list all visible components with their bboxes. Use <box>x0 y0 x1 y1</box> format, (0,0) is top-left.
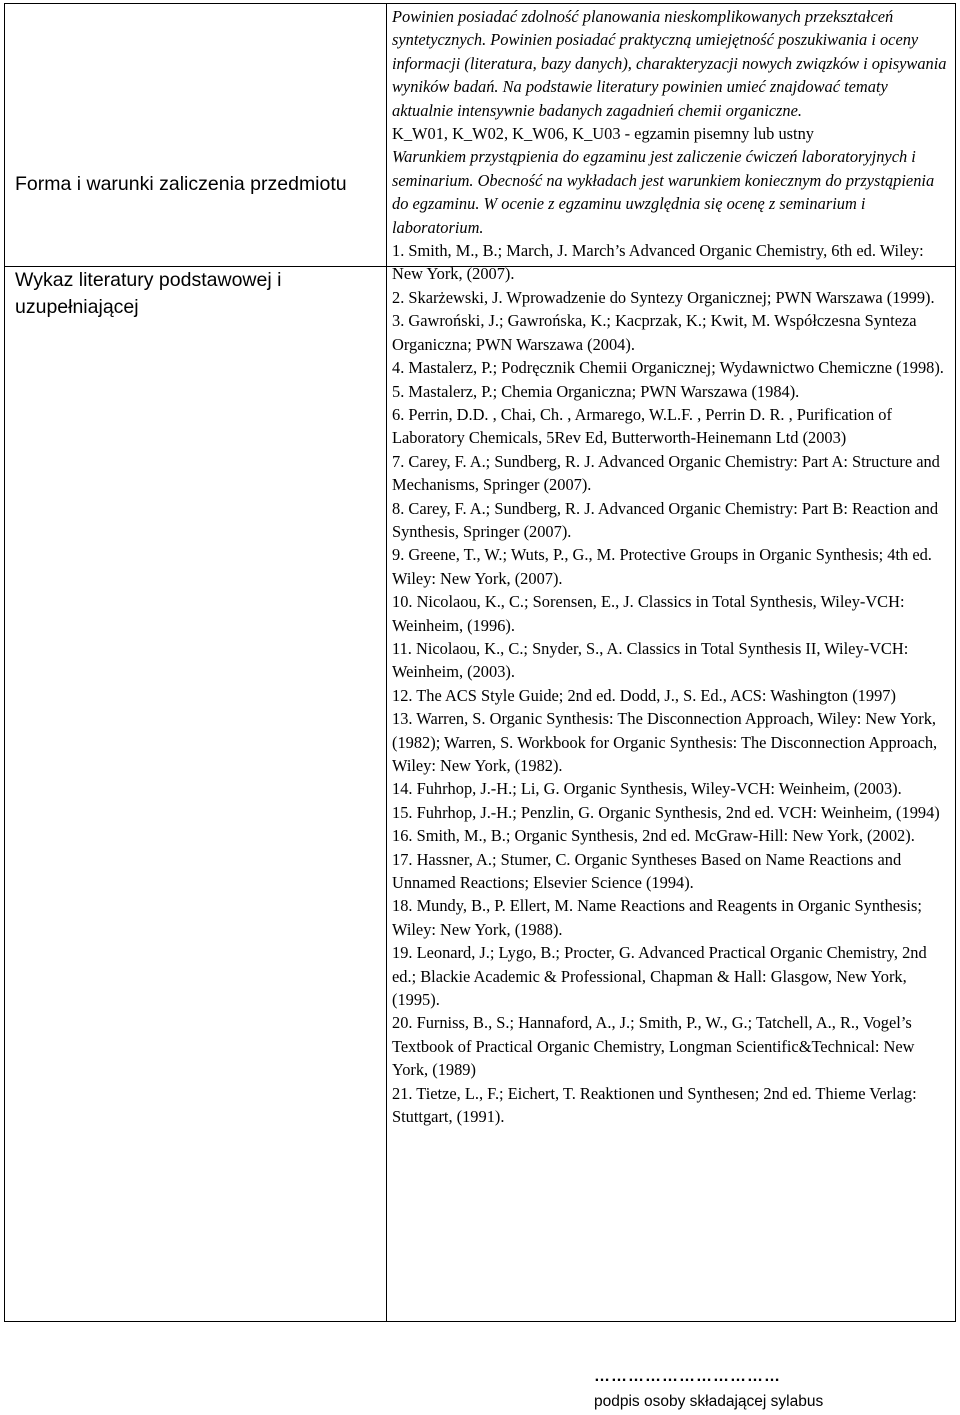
reference-item: 15. Fuhrhop, J.-H.; Penzlin, G. Organic Synthesis, 2nd ed. VCH: Weinheim, (1994) <box>392 802 940 822</box>
reference-item: 4. Mastalerz, P.; Podręcznik Chemii Organicznej; Wydawnictwo Chemiczne (1998). <box>392 358 944 378</box>
reference-list <box>392 239 948 1128</box>
reference-item: 9. Greene, T., W.; Wuts, P., G., M. Protective Groups in Organic Synthesis; 4th ed. Wiley: New York, (2007). <box>392 545 932 588</box>
reference-item: 10. Nicolaou, K., C.; Sorensen, E., J. Classics in Total Synthesis, Wiley-VCH: Weinheim, (1996). <box>392 592 905 635</box>
reference-item: 17. Hassner, A.; Stumer, C. Organic Syntheses Based on Name Reactions and Unnamed Reactions; Elsevier Science (1994). <box>392 849 902 893</box>
content-column <box>392 5 948 1129</box>
reference-item: 21. Tietze, L., F.; Eichert, T. Reaktionen und Synthesen; 2nd ed. Thieme Verlag: Stuttgart, (1991). <box>392 1083 917 1127</box>
reference-item: 20. Furniss, B., S.; Hannaford, A., J.; Smith, P., W., G.; Tatchell, A., R., Vogel’s Textbook of Practical Organic Chemistry, Longman Scientific&Technical: New York, (1989) <box>392 1013 915 1080</box>
signature-block <box>594 1368 823 1412</box>
reference-item: 13. Warren, S. Organic Synthesis: The Disconnection Approach, Wiley: New York, (1982); Warren, S. Workbook for Organic Synthesis: The Disconnection Approach, Wiley: New York, (1982). <box>392 709 938 775</box>
competence-text: Powinien posiadać zdolność planowania nieskomplikowanych przekształceń syntetycznych. Powinien posiadać praktyczną umiejętność poszukiwania i oceny informacji (literatura, bazy danych), charakteryzacji nowych związków i opisywania wyników badań. Na podstawie literatury powinien umieć znajdować tematy aktualnie intensywnie badanych zagadnień chemii organiczne. <box>392 7 947 120</box>
reference-item: 6. Perrin, D.D. , Chai, Ch. , Armarego, W.L.F. , Perrin D. R. , Purification of Laboratory Chemicals, 5Rev Ed, Butterworth-Heinemann Ltd (2003) <box>392 404 892 448</box>
reference-item: 16. Smith, M., B.; Organic Synthesis, 2nd ed. McGraw-Hill: New York, (2002). <box>392 826 915 846</box>
column-divider <box>386 4 387 1321</box>
reference-item: 11. Nicolaou, K., C.; Snyder, S., A. Classics in Total Synthesis II, Wiley-VCH: Weinheim, (2003). <box>392 638 909 682</box>
learning-effects-line: K_W01, K_W02, K_W06, K_U03 - egzamin pisemny lub ustny <box>392 124 814 144</box>
syllabus-table <box>4 3 956 1322</box>
reference-item: 3. Gawroński, J.; Gawrońska, K.; Kacprzak, K.; Kwit, M. Współczesna Synteza Organiczna; PWN Warszawa (2004). <box>392 311 917 354</box>
reference-item: 12. The ACS Style Guide; 2nd ed. Dodd, J., S. Ed., ACS: Washington (1997) <box>392 685 896 705</box>
reference-item: 2. Skarżewski, J. Wprowadzenie do Syntezy Organicznej; PWN Warszawa (1999). <box>392 287 935 307</box>
exam-conditions-text: Warunkiem przystąpienia do egzaminu jest zaliczenie ćwiczeń laboratoryjnych i seminarium. Obecność na wykładach jest warunkiem koniecznym do przystąpienia do egzaminu. W ocenie z egzaminu uwzględnia się ocenę z seminarium i laboratorium. <box>392 147 935 237</box>
reference-item: 8. Carey, F. A.; Sundberg, R. J. Advanced Organic Chemistry: Part B: Reaction and Synthesis, Springer (2007). <box>392 498 939 541</box>
reference-item: 18. Mundy, B., P. Ellert, M. Name Reactions and Reagents in Organic Synthesis; Wiley: New York, (1988). <box>392 896 922 939</box>
reference-item: 5. Mastalerz, P.; Chemia Organiczna; PWN Warszawa (1984). <box>392 381 800 401</box>
reference-item: 14. Fuhrhop, J.-H.; Li, G. Organic Synthesis, Wiley-VCH: Weinheim, (2003). <box>392 779 902 799</box>
signature-line: …………………………… <box>594 1368 781 1385</box>
reference-item: 7. Carey, F. A.; Sundberg, R. J. Advanced Organic Chemistry: Part A: Structure and Mechanisms, Springer (2007). <box>392 451 940 495</box>
row-label-literature: Wykaz literatury podstawowej i uzupełniającej <box>15 269 282 318</box>
signature-caption: podpis osoby składającej sylabus <box>594 1393 824 1410</box>
reference-item: 1. Smith, M., B.; March, J. March’s Advanced Organic Chemistry, 6th ed. Wiley: New York, (2007). <box>392 241 924 284</box>
reference-item: 19. Leonard, J.; Lygo, B.; Procter, G. Advanced Practical Organic Chemistry, 2nd ed.; Blackie Academic & Professional, Chapman & Hall: Glasgow, New York, (1995). <box>392 943 927 1010</box>
row-label-assessment: Forma i warunki zaliczenia przedmiotu <box>15 173 347 195</box>
